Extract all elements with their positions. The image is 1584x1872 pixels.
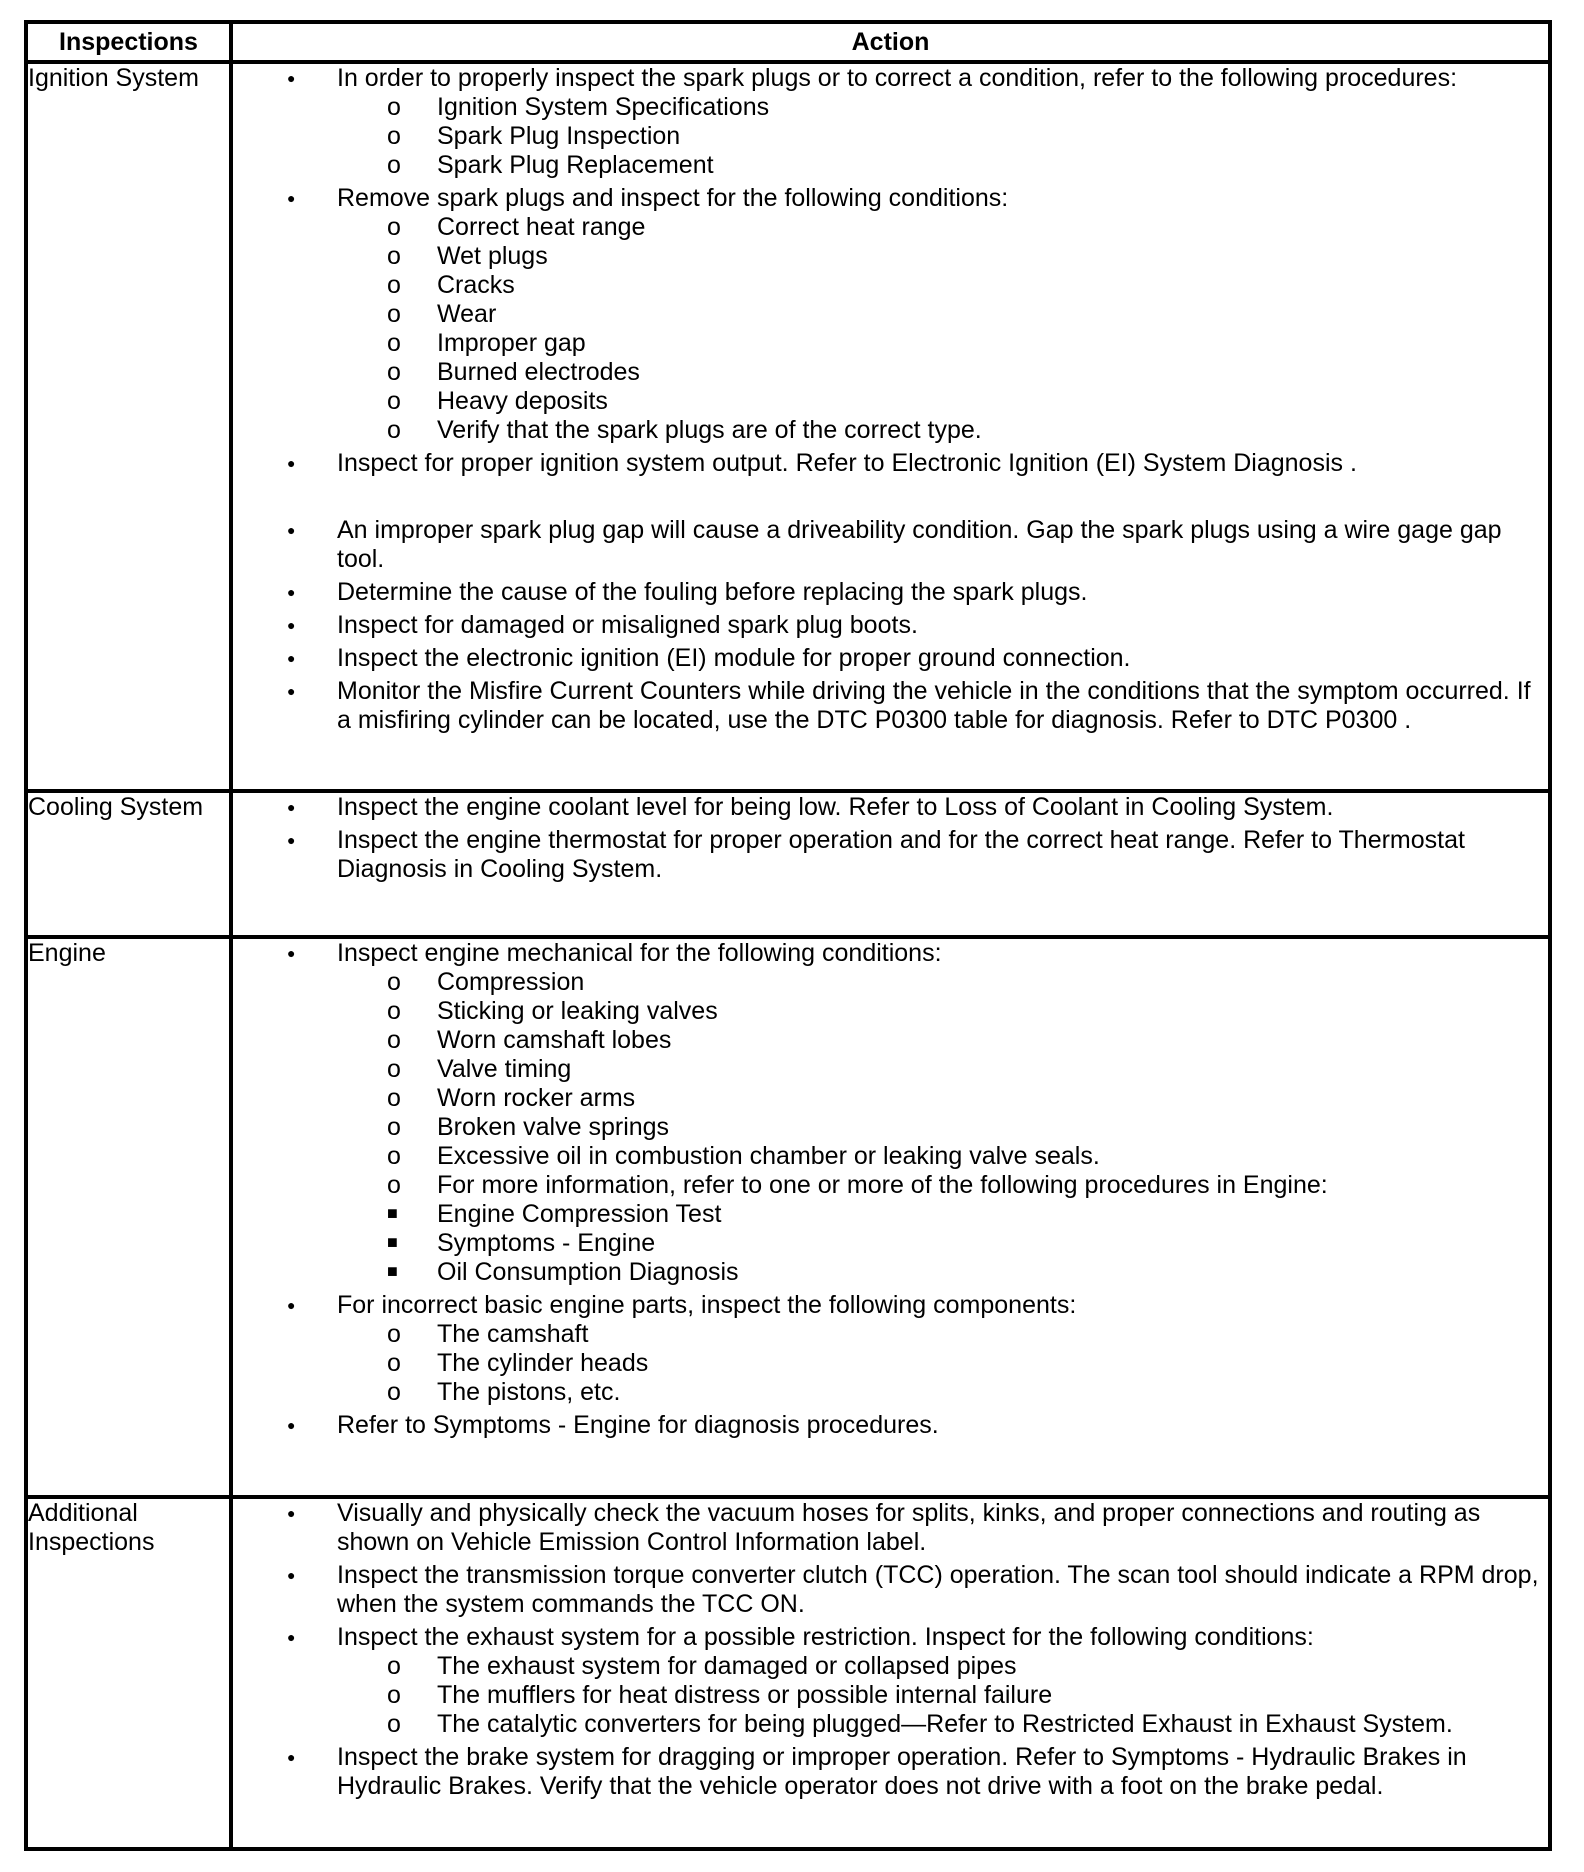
sub-item-text: The cylinder heads <box>437 1349 649 1377</box>
sub-item-text: The pistons, etc. <box>437 1378 621 1406</box>
action-item <box>233 939 1548 1287</box>
sub-sub-item-text: Oil Consumption Diagnosis <box>437 1258 739 1286</box>
bullet-icon: ● <box>287 832 296 848</box>
sub-item <box>233 93 1548 122</box>
action-text: Remove spark plugs and inspect for the following conditions: <box>337 184 1009 212</box>
sub-item-text: The camshaft <box>437 1320 589 1348</box>
action-item <box>233 644 1548 673</box>
action-list <box>233 1499 1548 1801</box>
circle-bullet-icon: o <box>387 387 401 415</box>
sub-item <box>233 242 1548 271</box>
sub-item-text: Wet plugs <box>437 242 548 270</box>
action-text: Inspect the exhaust system for a possible restriction. Inspect for the following conditions: <box>337 1623 1314 1651</box>
action-cell <box>231 1497 1550 1849</box>
inspection-document <box>24 20 1548 1851</box>
action-list <box>233 64 1548 735</box>
spacer <box>233 482 1548 512</box>
sub-item-text: Cracks <box>437 271 515 299</box>
circle-bullet-icon: o <box>387 1055 401 1083</box>
action-item <box>233 826 1548 884</box>
action-item <box>233 578 1548 607</box>
circle-bullet-icon: o <box>387 1320 401 1348</box>
action-item <box>233 611 1548 640</box>
sub-item <box>233 997 1548 1026</box>
action-list <box>233 793 1548 884</box>
sub-item-text: Spark Plug Replacement <box>437 151 714 179</box>
sub-item <box>233 122 1548 151</box>
sub-item <box>233 1378 1548 1407</box>
bullet-icon: ● <box>287 1567 296 1583</box>
circle-bullet-icon: o <box>387 93 401 121</box>
sub-item <box>233 329 1548 358</box>
sub-item <box>233 1681 1548 1710</box>
inspection-label: Cooling System <box>26 791 231 937</box>
sub-item <box>233 387 1548 416</box>
circle-bullet-icon: o <box>387 1710 401 1738</box>
inspection-label: Engine <box>26 937 231 1497</box>
sub-item <box>233 1320 1548 1349</box>
sub-item <box>233 358 1548 387</box>
sub-item <box>233 416 1548 445</box>
action-item <box>233 64 1548 180</box>
square-bullet-icon: ■ <box>387 1203 398 1223</box>
bullet-icon: ● <box>287 1629 296 1645</box>
circle-bullet-icon: o <box>387 1349 401 1377</box>
circle-bullet-icon: o <box>387 1378 401 1406</box>
bullet-icon: ● <box>287 1749 296 1765</box>
sub-item-text: Broken valve springs <box>437 1113 670 1141</box>
circle-bullet-icon: o <box>387 1681 401 1709</box>
sub-item-text: Verify that the spark plugs are of the correct type. <box>437 416 982 444</box>
sub-item-text: The mufflers for heat distress or possible internal failure <box>437 1681 1053 1709</box>
circle-bullet-icon: o <box>387 1142 401 1170</box>
sub-item <box>233 300 1548 329</box>
sub-item-text: Heavy deposits <box>437 387 608 415</box>
action-item <box>233 449 1548 478</box>
action-item <box>233 1411 1548 1440</box>
action-cell <box>231 62 1550 791</box>
sub-item-text: Wear <box>437 300 497 328</box>
bullet-icon: ● <box>287 650 296 666</box>
sub-item <box>233 151 1548 180</box>
sub-list <box>337 1652 1548 1739</box>
inspection-label: Additional Inspections <box>26 1497 231 1849</box>
sub-item-text: The exhaust system for damaged or collapsed pipes <box>437 1652 1017 1680</box>
sub-list <box>337 1320 1548 1407</box>
circle-bullet-icon: o <box>387 1026 401 1054</box>
sub-item <box>233 1113 1548 1142</box>
action-item <box>233 516 1548 574</box>
sub-item <box>233 1055 1548 1084</box>
sub-item-text: Sticking or leaking valves <box>437 997 718 1025</box>
action-text: Inspect the electronic ignition (EI) module for proper ground connection. <box>337 644 1131 672</box>
bullet-icon: ● <box>287 584 296 600</box>
bullet-icon: ● <box>287 1417 296 1433</box>
action-text: For incorrect basic engine parts, inspect the following components: <box>337 1291 1077 1319</box>
sub-item-text: Burned electrodes <box>437 358 640 386</box>
action-item <box>233 1291 1548 1407</box>
action-list <box>233 939 1548 1440</box>
circle-bullet-icon: o <box>387 271 401 299</box>
header-action: Action <box>231 22 1550 62</box>
circle-bullet-icon: o <box>387 997 401 1025</box>
sub-item <box>233 1652 1548 1681</box>
action-text: An improper spark plug gap will cause a driveability condition. Gap the spark plugs using a wire gage gap tool. <box>337 516 1502 573</box>
action-text: Inspect for proper ignition system output. Refer to Electronic Ignition (EI) System Diagnosis . <box>337 449 1357 477</box>
circle-bullet-icon: o <box>387 416 401 444</box>
sub-item-text: The catalytic converters for being plugged—Refer to Restricted Exhaust in Exhaust System. <box>437 1710 1453 1738</box>
action-text: Monitor the Misfire Current Counters while driving the vehicle in the conditions that the symptom occurred. If a misfiring cylinder can be located, use the DTC P0300 table for diagnosis. Refer to DTC P0300 . <box>337 677 1531 734</box>
sub-item-text: Spark Plug Inspection <box>437 122 681 150</box>
sub-list <box>337 968 1548 1287</box>
sub-item <box>233 1349 1548 1378</box>
bullet-icon: ● <box>287 799 296 815</box>
action-text: Inspect engine mechanical for the following conditions: <box>337 939 942 967</box>
sub-item <box>233 1171 1548 1287</box>
action-text: Inspect the transmission torque converter clutch (TCC) operation. The scan tool should indicate a RPM drop, when the system commands the TCC ON. <box>337 1561 1539 1618</box>
action-item <box>233 1561 1548 1619</box>
table-body <box>26 62 1550 1849</box>
inspection-table <box>24 20 1552 1851</box>
sub-list <box>337 93 1548 180</box>
sub-item-text: For more information, refer to one or more of the following procedures in Engine: <box>437 1171 1328 1199</box>
action-item <box>233 793 1548 822</box>
sub-item <box>233 1084 1548 1113</box>
table-row <box>26 937 1550 1497</box>
bullet-icon: ● <box>287 617 296 633</box>
sub-item-text: Worn camshaft lobes <box>437 1026 672 1054</box>
circle-bullet-icon: o <box>387 1084 401 1112</box>
sub-item-text: Ignition System Specifications <box>437 93 770 121</box>
bullet-icon: ● <box>287 522 296 538</box>
sub-item-text: Excessive oil in combustion chamber or leaking valve seals. <box>437 1142 1100 1170</box>
action-cell <box>231 937 1550 1497</box>
sub-list <box>337 213 1548 445</box>
bullet-icon: ● <box>287 683 296 699</box>
circle-bullet-icon: o <box>387 151 401 179</box>
sub-sub-list <box>233 1200 1548 1287</box>
bullet-icon: ● <box>287 190 296 206</box>
table-row <box>26 1497 1550 1849</box>
action-item <box>233 1743 1548 1801</box>
sub-item <box>233 213 1548 242</box>
action-text: Determine the cause of the fouling before replacing the spark plugs. <box>337 578 1088 606</box>
square-bullet-icon: ■ <box>387 1261 398 1281</box>
sub-sub-item-text: Symptoms - Engine <box>437 1229 656 1257</box>
circle-bullet-icon: o <box>387 358 401 386</box>
header-inspections: Inspections <box>26 22 231 62</box>
bullet-icon: ● <box>287 945 296 961</box>
action-text: Inspect for damaged or misaligned spark plug boots. <box>337 611 918 639</box>
sub-item <box>233 1142 1548 1171</box>
sub-item-text: Valve timing <box>437 1055 572 1083</box>
sub-item-text: Improper gap <box>437 329 586 357</box>
circle-bullet-icon: o <box>387 300 401 328</box>
sub-item <box>233 1710 1548 1739</box>
bullet-icon: ● <box>287 1505 296 1521</box>
action-item <box>233 184 1548 445</box>
bullet-icon: ● <box>287 70 296 86</box>
sub-item-text: Compression <box>437 968 585 996</box>
action-text: Visually and physically check the vacuum hoses for splits, kinks, and proper connections and routing as shown on Vehicle Emission Control Information label. <box>337 1499 1481 1556</box>
table-header-row <box>26 22 1550 62</box>
action-text: Inspect the brake system for dragging or improper operation. Refer to Symptoms - Hydraulic Brakes in Hydraulic Brakes. Verify that the vehicle operator does not drive with a foot on the brake pedal. <box>337 1743 1467 1800</box>
action-text: Refer to Symptoms - Engine for diagnosis procedures. <box>337 1411 939 1439</box>
sub-sub-item <box>233 1200 1548 1229</box>
bullet-icon: ● <box>287 1297 296 1313</box>
circle-bullet-icon: o <box>387 213 401 241</box>
sub-sub-item-text: Engine Compression Test <box>437 1200 722 1228</box>
circle-bullet-icon: o <box>387 1113 401 1141</box>
action-cell <box>231 791 1550 937</box>
action-item <box>233 1623 1548 1739</box>
action-item <box>233 1499 1548 1557</box>
action-text: In order to properly inspect the spark plugs or to correct a condition, refer to the following procedures: <box>337 64 1458 92</box>
action-text: Inspect the engine coolant level for being low. Refer to Loss of Coolant in Cooling System. <box>337 793 1334 821</box>
sub-sub-item <box>233 1229 1548 1258</box>
circle-bullet-icon: o <box>387 1652 401 1680</box>
circle-bullet-icon: o <box>387 1171 401 1199</box>
circle-bullet-icon: o <box>387 242 401 270</box>
action-item <box>233 677 1548 735</box>
table-row <box>26 791 1550 937</box>
sub-item <box>233 1026 1548 1055</box>
sub-item-text: Worn rocker arms <box>437 1084 636 1112</box>
circle-bullet-icon: o <box>387 968 401 996</box>
sub-sub-item <box>233 1258 1548 1287</box>
inspection-label: Ignition System <box>26 62 231 791</box>
bullet-icon: ● <box>287 455 296 471</box>
circle-bullet-icon: o <box>387 122 401 150</box>
circle-bullet-icon: o <box>387 329 401 357</box>
table-row <box>26 62 1550 791</box>
sub-item <box>233 968 1548 997</box>
action-text: Inspect the engine thermostat for proper operation and for the correct heat range. Refer to Thermostat Diagnosis in Cooling System. <box>337 826 1465 883</box>
sub-item-text: Correct heat range <box>437 213 646 241</box>
sub-item <box>233 271 1548 300</box>
square-bullet-icon: ■ <box>387 1232 398 1252</box>
